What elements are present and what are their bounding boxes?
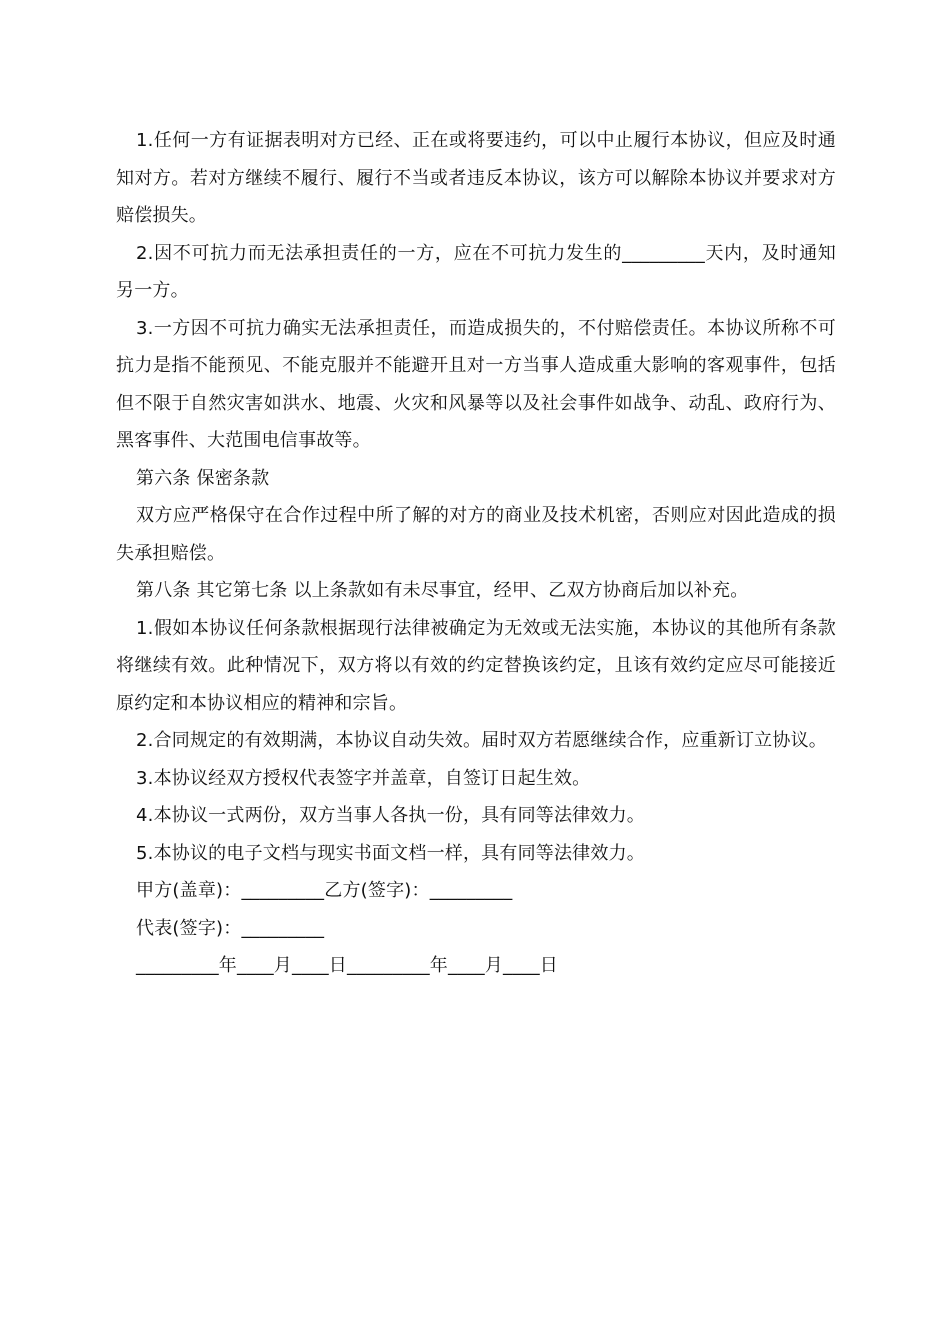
signature-representative-line: 代表(签字)：_________ <box>136 917 325 939</box>
clause-effective-date: 3.本协议经双方授权代表签字并盖章，自签订日起生效。 <box>136 767 591 789</box>
section-heading-other: 第八条 其它第七条 以上条款如有未尽事宜，经甲、乙双方协商后加以补充。 <box>136 580 749 601</box>
clause-severability: 1.假如本协议任何条款根据现行法律被确定为无效或无法实施，本协议的其他所有条款将继续有效。此种情况下，双方将以有效的约定替换该约定，且该有效约定应尽可能接近原约定和本协议相应的精神和宗旨。 <box>116 617 836 714</box>
clause-expiry: 2.合同规定的有效期满，本协议自动失效。届时双方若愿继续合作，应重新订立协议。 <box>136 730 827 751</box>
section-heading-confidentiality: 第六条 保密条款 <box>136 467 270 489</box>
clause-copies: 4.本协议一式两份，双方当事人各执一份，具有同等法律效力。 <box>136 805 645 826</box>
signature-date-line: _________年____月____日_________年____月____日 <box>136 955 558 976</box>
clause-force-majeure-notice: 2.因不可抗力而无法承担责任的一方，应在不可抗力发生的_________天内，及时通知另一方。 <box>116 242 836 301</box>
clause-confidentiality: 双方应严格保守在合作过程中所了解的对方的商业及技术机密，否则应对因此造成的损失承担赔偿。 <box>116 505 836 564</box>
document-body <box>116 122 836 985</box>
clause-electronic-copy: 5.本协议的电子文档与现实书面文档一样，具有同等法律效力。 <box>136 842 645 864</box>
signature-parties-line: 甲方(盖章)：_________乙方(签字)：_________ <box>136 880 513 901</box>
clause-suspend-performance: 1.任何一方有证据表明对方已经、正在或将要违约，可以中止履行本协议，但应及时通知对方。若对方继续不履行、履行不当或者违反本协议，该方可以解除本协议并要求对方赔偿损失。 <box>116 130 836 226</box>
clause-force-majeure-definition: 3.一方因不可抗力确实无法承担责任，而造成损失的，不付赔偿责任。本协议所称不可抗力是指不能预见、不能克服并不能避开且对一方当事人造成重大影响的客观事件，包括但不限于自然灾害如洪水、地震、火灾和风暴等以及社会事件如战争、动乱、政府行为、黑客事件、大范围电信事故等。 <box>116 317 836 451</box>
